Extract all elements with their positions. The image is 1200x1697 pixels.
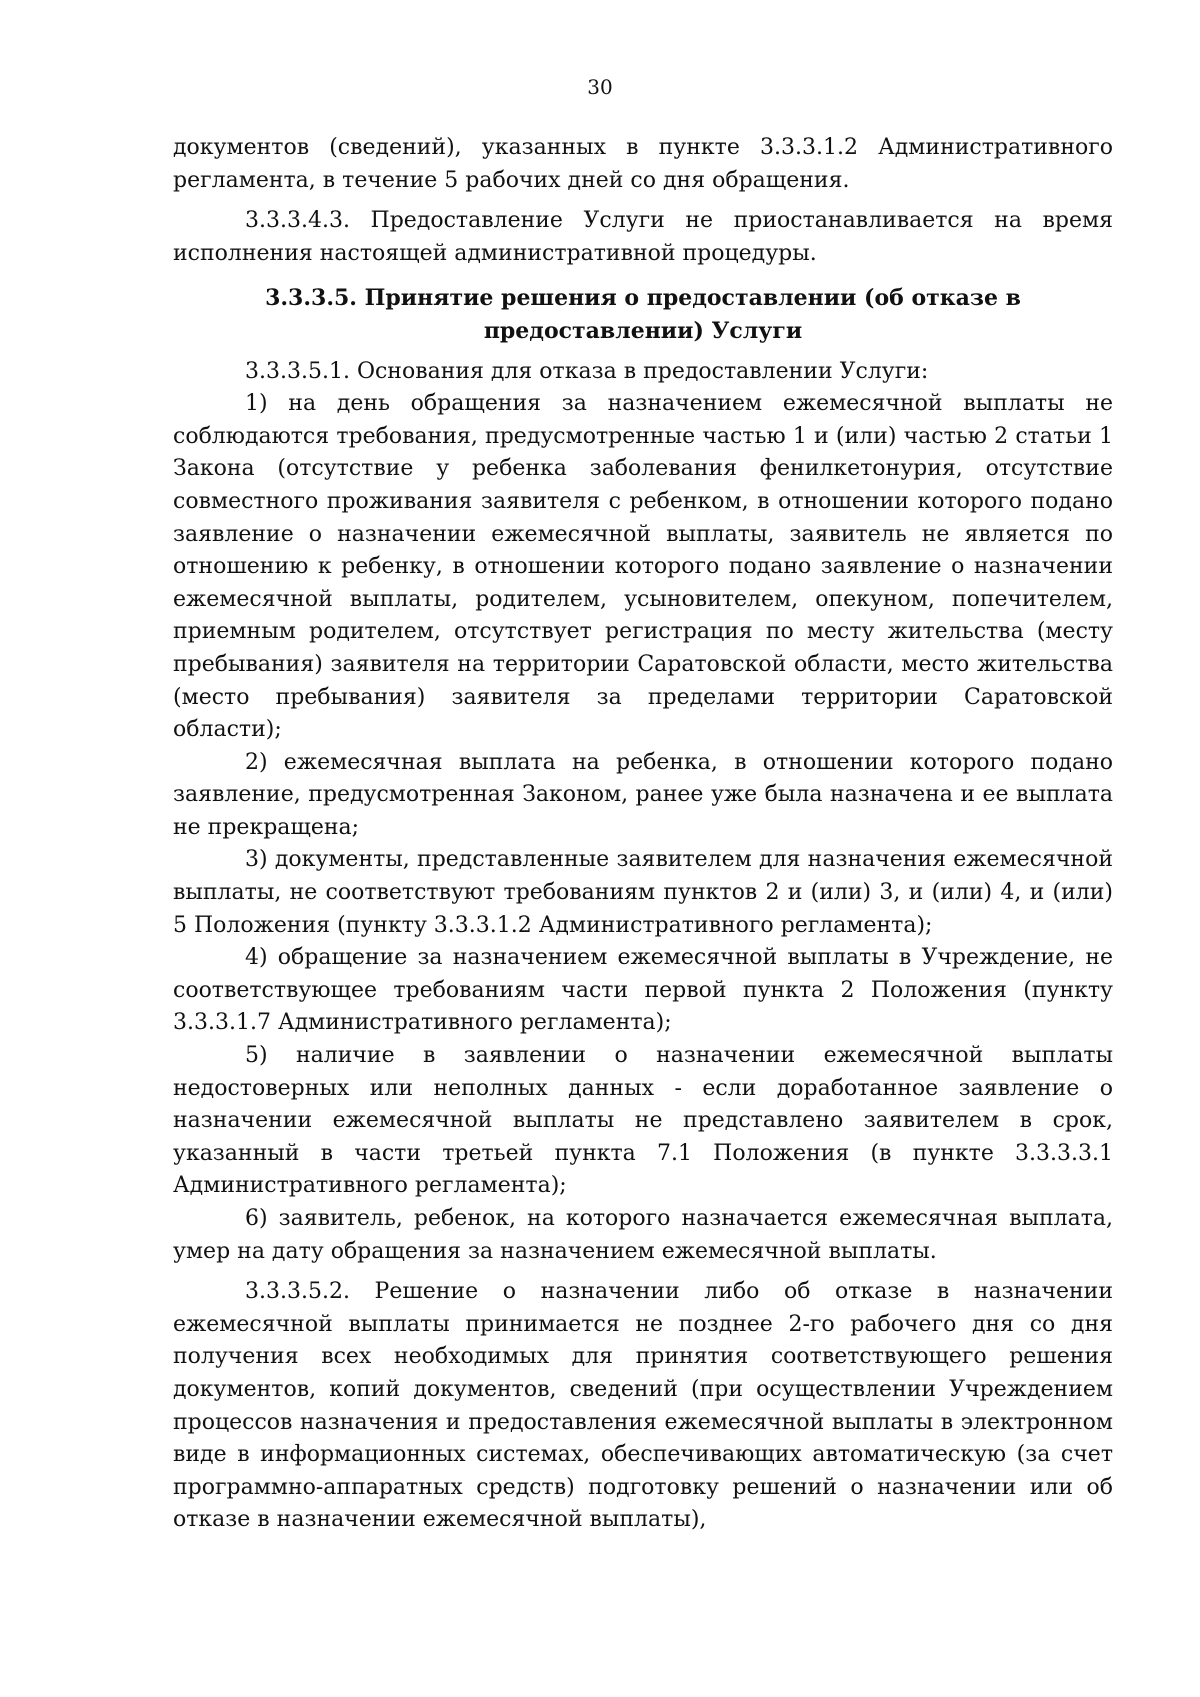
list-item-5: 5) наличие в заявлении о назначении ежемесячной выплаты недостоверных или неполных данных - если доработанное заявление о назначении ежемесячной выплаты не представлено заявителем в срок, указанный в части третьей пункта 7.1 Положения (в пункте 3.3.3.3.1 Административного регламента); <box>173 1043 1113 1199</box>
section-heading-line-1: 3.3.3.5. Принятие решения о предоставлении (об отказе в <box>265 285 1021 312</box>
document-body <box>173 132 1113 1537</box>
page-number: 30 <box>587 75 613 99</box>
section-heading <box>173 282 1113 347</box>
list-item-4: 4) обращение за назначением ежемесячной выплаты в Учреждение, не соответствующее требованиям части первой пункта 2 Положения (пункту 3.3.3.1.7 Административного регламента); <box>173 945 1113 1036</box>
section-heading-line-2: предоставлении) Услуги <box>483 317 803 344</box>
paragraph-3-3-3-4-3: 3.3.3.4.3. Предоставление Услуги не приостанавливается на время исполнения настоящей административной процедуры. <box>173 208 1113 266</box>
list-item-2: 2) ежемесячная выплата на ребенка, в отношении которого подано заявление, предусмотренная Законом, ранее уже была назначена и ее выплата не прекращена; <box>173 749 1113 840</box>
list-item-6: 6) заявитель, ребенок, на которого назначается ежемесячная выплата, умер на дату обращения за назначением ежемесячной выплаты. <box>173 1206 1113 1264</box>
paragraph-3-3-3-5-2: 3.3.3.5.2. Решение о назначении либо об отказе в назначении ежемесячной выплаты принимается не позднее 2-го рабочего дня со дня получения всех необходимых для принятия соответствующего решения документов, копий документов, сведений (при осуществлении Учреждением процессов назначения и предоставления ежемесячной выплаты в электронном виде в информационных системах, обеспечивающих автоматическую (за счет программно-аппаратных средств) подготовку решений о назначении или об отказе в назначении ежемесячной выплаты), <box>173 1279 1113 1533</box>
list-item-3: 3) документы, представленные заявителем для назначения ежемесячной выплаты, не соответствуют требованиям пунктов 2 и (или) 3, и (или) 4, и (или) 5 Положения (пункту 3.3.3.1.2 Административного регламента); <box>173 847 1113 938</box>
list-item-1: 1) на день обращения за назначением ежемесячной выплаты не соблюдаются требования, предусмотренные частью 1 и (или) частью 2 статьи 1 Закона (отсутствие у ребенка заболевания фенилкетонурия, отсутствие совместного проживания заявителя с ребенком, в отношении которого подано заявление о назначении ежемесячной выплаты, заявитель не является по отношению к ребенку, в отношении которого подано заявление о назначении ежемесячной выплаты, родителем, усыновителем, опекуном, попечителем, приемным родителем, отсутствует регистрация по месту жительства (месту пребывания) заявителя на территории Саратовской области, место жительства (место пребывания) заявителя за пределами территории Саратовской области); <box>173 391 1113 743</box>
paragraph-3-3-3-5-1: 3.3.3.5.1. Основания для отказа в предоставлении Услуги: <box>245 358 929 384</box>
paragraph-continuation: документов (сведений), указанных в пункте 3.3.3.1.2 Административного регламента, в течение 5 рабочих дней со дня обращения. <box>173 135 1113 193</box>
